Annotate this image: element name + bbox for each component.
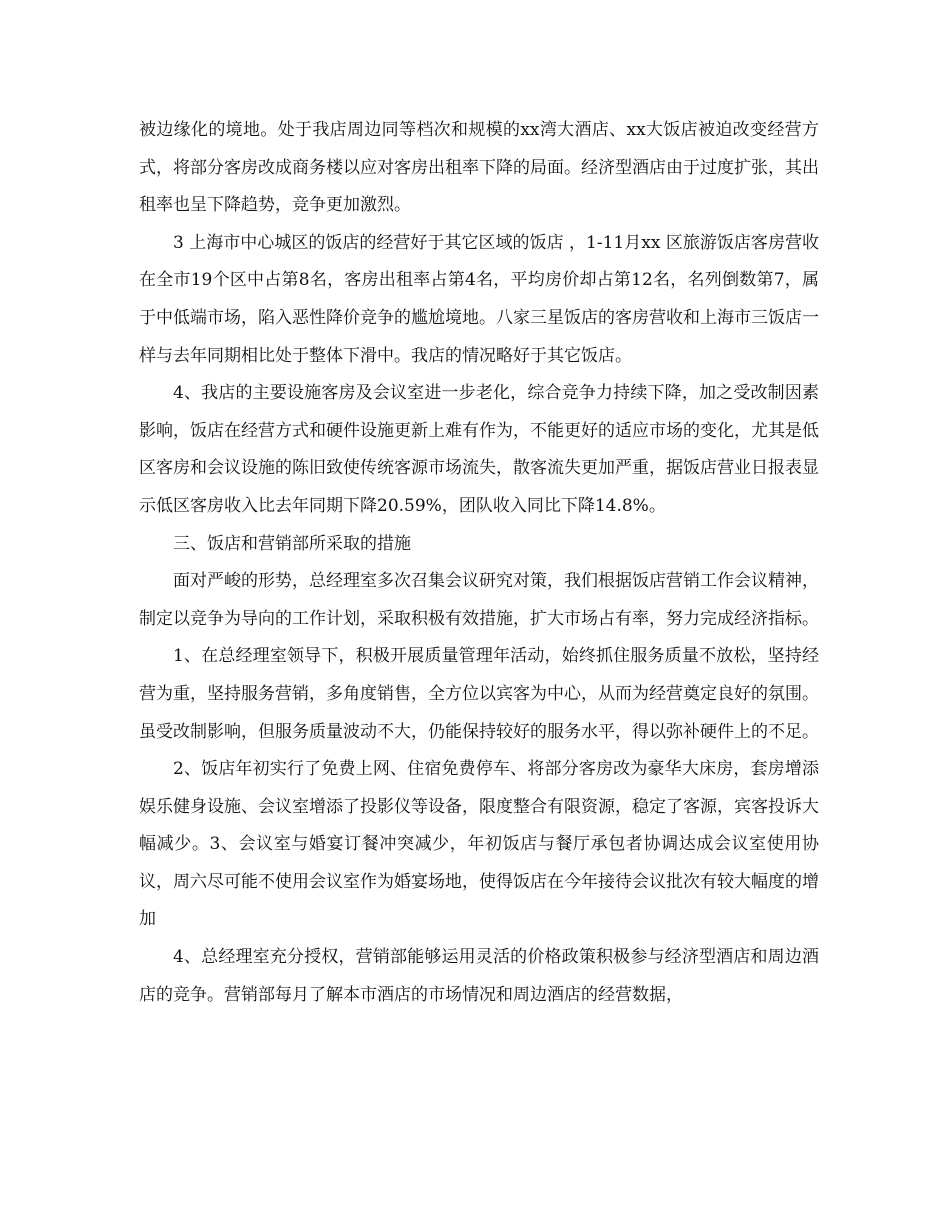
- paragraph-continuation: 被边缘化的境地。处于我店周边同等档次和规模的xx湾大酒店、xx大饭店被迫改变经营方式，将部分客房改成商务楼以应对客房出租率下降的局面。经济型酒店由于过度扩张，其出租率也呈下降趋势，竞争更加激烈。: [139, 120, 819, 216]
- paragraph-point-4: 4、我店的主要设施客房及会议室进一步老化，综合竞争力持续下降，加之受改制因素影响，饭店在经营方式和硬件设施更新上难有作为，不能更好的适应市场的变化，尤其是低区客房和会议设施的陈旧致使传统客源市场流失，散客流失更加严重，据饭店营业日报表显示低区客房收入比去年同期下降20.59%，团队收入同比下降14.8%。: [139, 383, 819, 516]
- paragraph-measure-2-3: 2、饭店年初实行了免费上网、住宿免费停车、将部分客房改为豪华大床房，套房增添娱乐健身设施、会议室增添了投影仪等设备，限度整合有限资源，稳定了客源，宾客投诉大幅减少。3、会议室与婚宴订餐冲突减少，年初饭店与餐厅承包者协调达成会议室使用协议，周六尽可能不使用会议室作为婚宴场地，使得饭店在今年接待会议批次有较大幅度的增加: [139, 759, 819, 930]
- paragraph-point-3: 3 上海市中心城区的饭店的经营好于其它区域的饭店 ，1-11月xx 区旅游饭店客房营收在全市19个区中占第8名，客房出租率占第4名，平均房价却占第12名，名列倒数第7，属于中低端市场，陷入恶性降价竞争的尴尬境地。八家三星饭店的客房营收和上海市三饭店一样与去年同期相比处于整体下滑中。我店的情况略好于其它饭店。: [139, 232, 819, 366]
- paragraph-intro-measures: 面对严峻的形势，总经理室多次召集会议研究对策，我们根据饭店营销工作会议精神，制定以竞争为导向的工作计划，采取积极有效措施，扩大市场占有率，努力完成经济指标。: [139, 571, 819, 629]
- document-body: [139, 112, 819, 1014]
- section-heading-measures: 三、饭店和营销部所采取的措施: [173, 533, 411, 554]
- paragraph-measure-4: 4、总经理室充分授权，营销部能够运用灵活的价格政策积极参与经济型酒店和周边酒店的竞争。营销部每月了解本市酒店的市场情况和周边酒店的经营数据，: [139, 947, 819, 1005]
- paragraph-measure-1: 1、在总经理室领导下，积极开展质量管理年活动，始终抓住服务质量不放松，坚持经营为重，坚持服务营销，多角度销售，全方位以宾客为中心，从而为经营奠定良好的氛围。 虽受改制影响，但服务质量波动不大，仍能保持较好的服务水平，得以弥补硬件上的不足。: [139, 646, 819, 742]
